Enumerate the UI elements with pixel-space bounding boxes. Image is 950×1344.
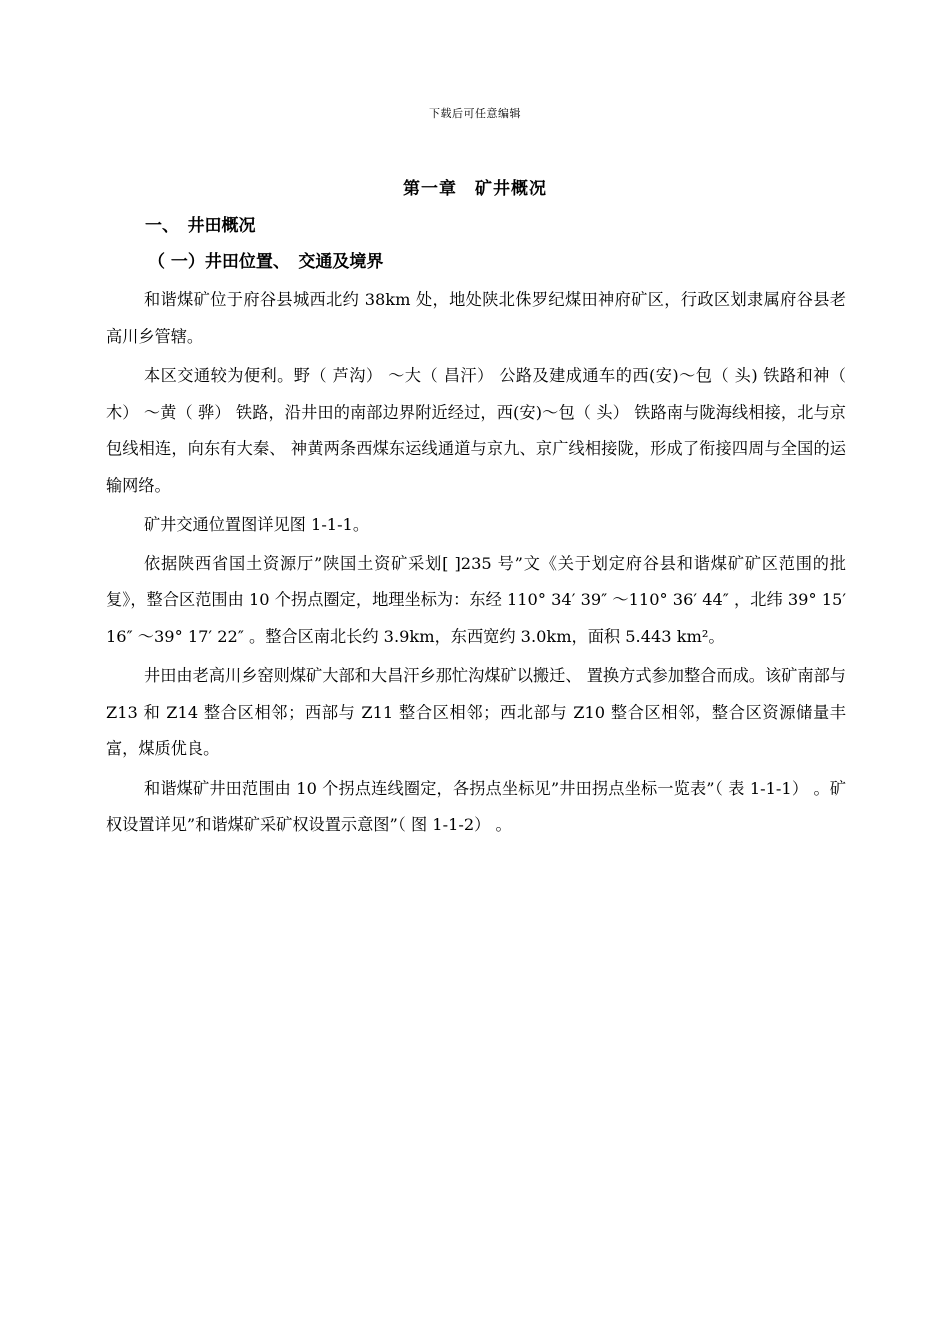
paragraph-location: 和谐煤矿位于府谷县城西北约 38km 处，地处陕北侏罗纪煤田神府矿区，行政区划隶属府谷县老高川乡管辖。 — [106, 290, 846, 346]
paragraph-coordinates: 和谐煤矿井田范围由 10 个拐点连线圈定，各拐点坐标见”井田拐点坐标一览表”（ 表 1-1-1） 。矿权设置详见”和谐煤矿采矿权设置示意图”（ 图 1-1-2） 。 — [106, 778, 846, 834]
section-heading-1: 一、 井田概况 — [145, 216, 256, 236]
body-text — [106, 282, 846, 847]
header-note: 下载后可任意编辑 — [429, 107, 521, 120]
paragraph-integration: 井田由老高川乡窑则煤矿大部和大昌汗乡那忙沟煤矿以搬迁、 置换方式参加整合而成。该矿南部与 Z13 和 Z14 整合区相邻；西部与 Z11 整合区相邻；西北部与 Z10 整合区相邻，整合区资源储量丰富，煤质优良。 — [106, 666, 846, 758]
paragraph-transport: 本区交通较为便利。野（ 芦沟） ～大（ 昌汗） 公路及建成通车的西(安)～包（ 头) 铁路和神（ 木） ～黄（ 骅） 铁路，沿井田的南部边界附近经过，西(安)～包（ 头） 铁路南与陇海线相接，北与京包线相连，向东有大秦、 神黄两条西煤东运线通道与京九、京广线相接陇，形成了衔接四周与全国的运输网络。 — [106, 366, 846, 495]
section-heading-1-1: （ 一）井田位置、 交通及境界 — [148, 252, 384, 272]
paragraph-figure-ref: 矿井交通位置图详见图 1-1-1。 — [144, 515, 370, 534]
chapter-title: 第一章 矿井概况 — [403, 179, 547, 199]
paragraph-boundary: 依据陕西省国土资源厅”陕国土资矿采划[ ]235 号”文《关于划定府谷县和谐煤矿矿区范围的批复》，整合区范围由 10 个拐点圈定，地理坐标为：东经 110° 34′ 39″ ～110° 36′ 44″ ，北纬 39° 15′ 16″ ～39° 17′ 22″ 。整合区南北长约 3.9km，东西宽约 3.0km，面积 5.443 km²。 — [106, 553, 846, 646]
